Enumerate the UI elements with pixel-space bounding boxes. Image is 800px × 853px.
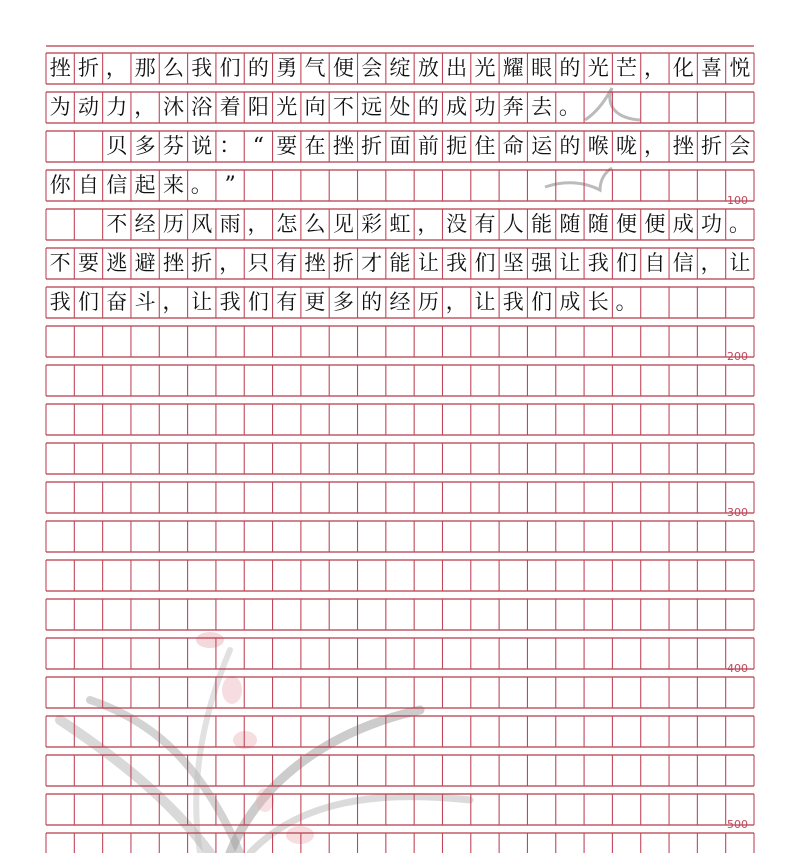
grid-char: 折 — [191, 251, 213, 275]
grid-char: 让 — [559, 251, 581, 275]
grid-char: 有 — [276, 251, 298, 275]
grid-char: 便 — [616, 212, 638, 236]
grid-char: 。 — [728, 211, 751, 237]
grid-char: 人 — [502, 212, 524, 236]
grid-char: 们 — [77, 290, 99, 314]
count-marker-300: 300 — [727, 506, 748, 519]
grid-char: ， — [247, 211, 270, 237]
grid-char: 让 — [417, 251, 439, 275]
grid-char: 那 — [134, 56, 156, 80]
grid-char: ： — [219, 133, 242, 159]
grid-char: 折 — [77, 56, 99, 80]
grid-char: 勇 — [276, 56, 298, 80]
grid-char: 运 — [531, 134, 553, 158]
grid-char: 命 — [502, 134, 524, 158]
grid-char: 多 — [332, 290, 354, 314]
grid-char: 成 — [559, 290, 581, 314]
grid-char: 么 — [162, 56, 184, 80]
grid-char: 耀 — [502, 56, 524, 80]
grid-char: 贝 — [106, 134, 128, 158]
grid-char: 挫 — [304, 251, 326, 275]
grid-char: 喉 — [587, 134, 609, 158]
grid-char: 为 — [49, 95, 71, 119]
grid-char: 我 — [49, 290, 71, 314]
count-marker-400: 400 — [727, 662, 748, 675]
grid-char: 坚 — [502, 251, 524, 275]
grid-char: 能 — [389, 251, 411, 275]
grid-char: 经 — [389, 290, 411, 314]
grid-char: 随 — [559, 212, 581, 236]
grid-char: “ — [252, 133, 265, 159]
grid-char: ， — [134, 94, 157, 120]
grid-char: 的 — [417, 95, 439, 119]
grid-char: 去 — [531, 95, 553, 119]
grid-char: 起 — [134, 173, 156, 197]
grid-char: 雨 — [219, 212, 241, 236]
grid-char: 扼 — [446, 134, 468, 158]
grid-char: 力 — [106, 95, 128, 119]
grid-char: 风 — [191, 212, 213, 236]
grid-char: 经 — [134, 212, 156, 236]
grid-char: 才 — [361, 251, 383, 275]
grid-char: 会 — [361, 56, 383, 80]
grid-char: 挫 — [162, 251, 184, 275]
grid-char: 气 — [304, 56, 326, 80]
grid-char: 在 — [304, 134, 326, 158]
grid-char: ， — [219, 250, 242, 276]
grid-char: 不 — [49, 251, 71, 275]
grid-char: 能 — [531, 212, 553, 236]
grid-char: 绽 — [389, 56, 411, 80]
grid-char: 我 — [219, 290, 241, 314]
grid-char: 。 — [190, 172, 213, 198]
grid-char: 历 — [162, 212, 184, 236]
grid-char: 折 — [701, 134, 723, 158]
grid-char: 咙 — [616, 134, 638, 158]
grid-char: 虹 — [389, 212, 411, 236]
grid-char: 彩 — [361, 212, 383, 236]
grid-char: ， — [643, 55, 666, 81]
grid-char: 信 — [672, 251, 694, 275]
grid-char: 长 — [587, 290, 609, 314]
grid-char: 怎 — [276, 212, 298, 236]
grid-char: ” — [224, 172, 236, 198]
count-marker-100: 100 — [727, 194, 748, 207]
grid-char: 强 — [531, 251, 553, 275]
grid-char: 的 — [559, 56, 581, 80]
grid-char: 功 — [474, 95, 496, 119]
grid-char: 有 — [276, 290, 298, 314]
grid-char: 处 — [389, 95, 411, 119]
grid-char: 们 — [616, 251, 638, 275]
grid-char: 斗 — [134, 290, 156, 314]
grid-char: 避 — [134, 251, 156, 275]
grid-char: 动 — [77, 95, 99, 119]
grid-char: 放 — [417, 56, 439, 80]
grid-char: 奋 — [106, 290, 128, 314]
grid-char: ， — [643, 133, 666, 159]
grid-char: 历 — [417, 290, 439, 314]
grid-char: 有 — [474, 212, 496, 236]
grid-char: 光 — [587, 56, 609, 80]
grid-char: ， — [445, 289, 468, 315]
grid-char: 没 — [446, 212, 468, 236]
grid-char: 着 — [219, 95, 241, 119]
grid-char: 让 — [474, 290, 496, 314]
grid-char: 让 — [191, 290, 213, 314]
grid-char: ， — [162, 289, 185, 315]
count-marker-200: 200 — [727, 350, 748, 363]
grid-char: 向 — [304, 95, 326, 119]
grid-char: 来 — [162, 173, 184, 197]
grid-char: 芒 — [616, 56, 638, 80]
grid-char: 逃 — [106, 251, 128, 275]
grid-char: 住 — [474, 134, 496, 158]
grid-char: 奔 — [502, 95, 524, 119]
count-marker-500: 500 — [727, 818, 748, 831]
grid-char: 自 — [77, 173, 99, 197]
grid-char: 光 — [474, 56, 496, 80]
grid-char: 阳 — [247, 95, 269, 119]
grid-char: 多 — [134, 134, 156, 158]
grid-char: 悦 — [729, 56, 751, 80]
grid-char: 前 — [417, 134, 439, 158]
grid-char: 么 — [304, 212, 326, 236]
grid-char: 浴 — [191, 95, 213, 119]
grid-char: 们 — [247, 290, 269, 314]
grid-char: 挫 — [332, 134, 354, 158]
grid-char: 你 — [49, 173, 71, 197]
grid-char: 只 — [247, 251, 269, 275]
grid-char: ， — [417, 211, 440, 237]
grid-char: 们 — [531, 290, 553, 314]
grid-char: 光 — [276, 95, 298, 119]
grid-char: 折 — [361, 134, 383, 158]
grid-char: 信 — [106, 173, 128, 197]
grid-char: 功 — [701, 212, 723, 236]
grid-char: 的 — [559, 134, 581, 158]
grid-char: 化 — [672, 56, 694, 80]
grid-char: 面 — [389, 134, 411, 158]
grid-char: 不 — [106, 212, 128, 236]
grid-char: ， — [700, 250, 723, 276]
grid-char: 远 — [361, 95, 383, 119]
grid-char: 更 — [304, 290, 326, 314]
grid-char: 说 — [191, 134, 213, 158]
grid-char: 折 — [332, 251, 354, 275]
grid-char: 们 — [219, 56, 241, 80]
grid-char: 随 — [587, 212, 609, 236]
grid-char: 眼 — [531, 56, 553, 80]
grid-char: 喜 — [701, 56, 723, 80]
grid-char: 便 — [332, 56, 354, 80]
grid-char: 不 — [332, 95, 354, 119]
grid-char: 出 — [446, 56, 468, 80]
grid-char: ， — [105, 55, 128, 81]
grid-char: 。 — [615, 289, 638, 315]
grid-char: 我 — [446, 251, 468, 275]
grid-char: 的 — [247, 56, 269, 80]
grid-char: 挫 — [672, 134, 694, 158]
grid-char: 。 — [558, 94, 581, 120]
grid-char: 要 — [276, 134, 298, 158]
grid-char: 我 — [587, 251, 609, 275]
grid-char: 我 — [191, 56, 213, 80]
grid-char: 们 — [474, 251, 496, 275]
grid-char: 成 — [672, 212, 694, 236]
grid-char: 要 — [77, 251, 99, 275]
grid-char: 会 — [729, 134, 751, 158]
grid-char: 见 — [332, 212, 354, 236]
grid-char: 沐 — [162, 95, 184, 119]
grid-char: 成 — [446, 95, 468, 119]
grid-char: 便 — [644, 212, 666, 236]
grid-char: 挫 — [49, 56, 71, 80]
grid-char: 我 — [502, 290, 524, 314]
grid-char: 自 — [644, 251, 666, 275]
grid-char: 芬 — [162, 134, 184, 158]
grid-char: 让 — [729, 251, 751, 275]
grid-char: 的 — [361, 290, 383, 314]
